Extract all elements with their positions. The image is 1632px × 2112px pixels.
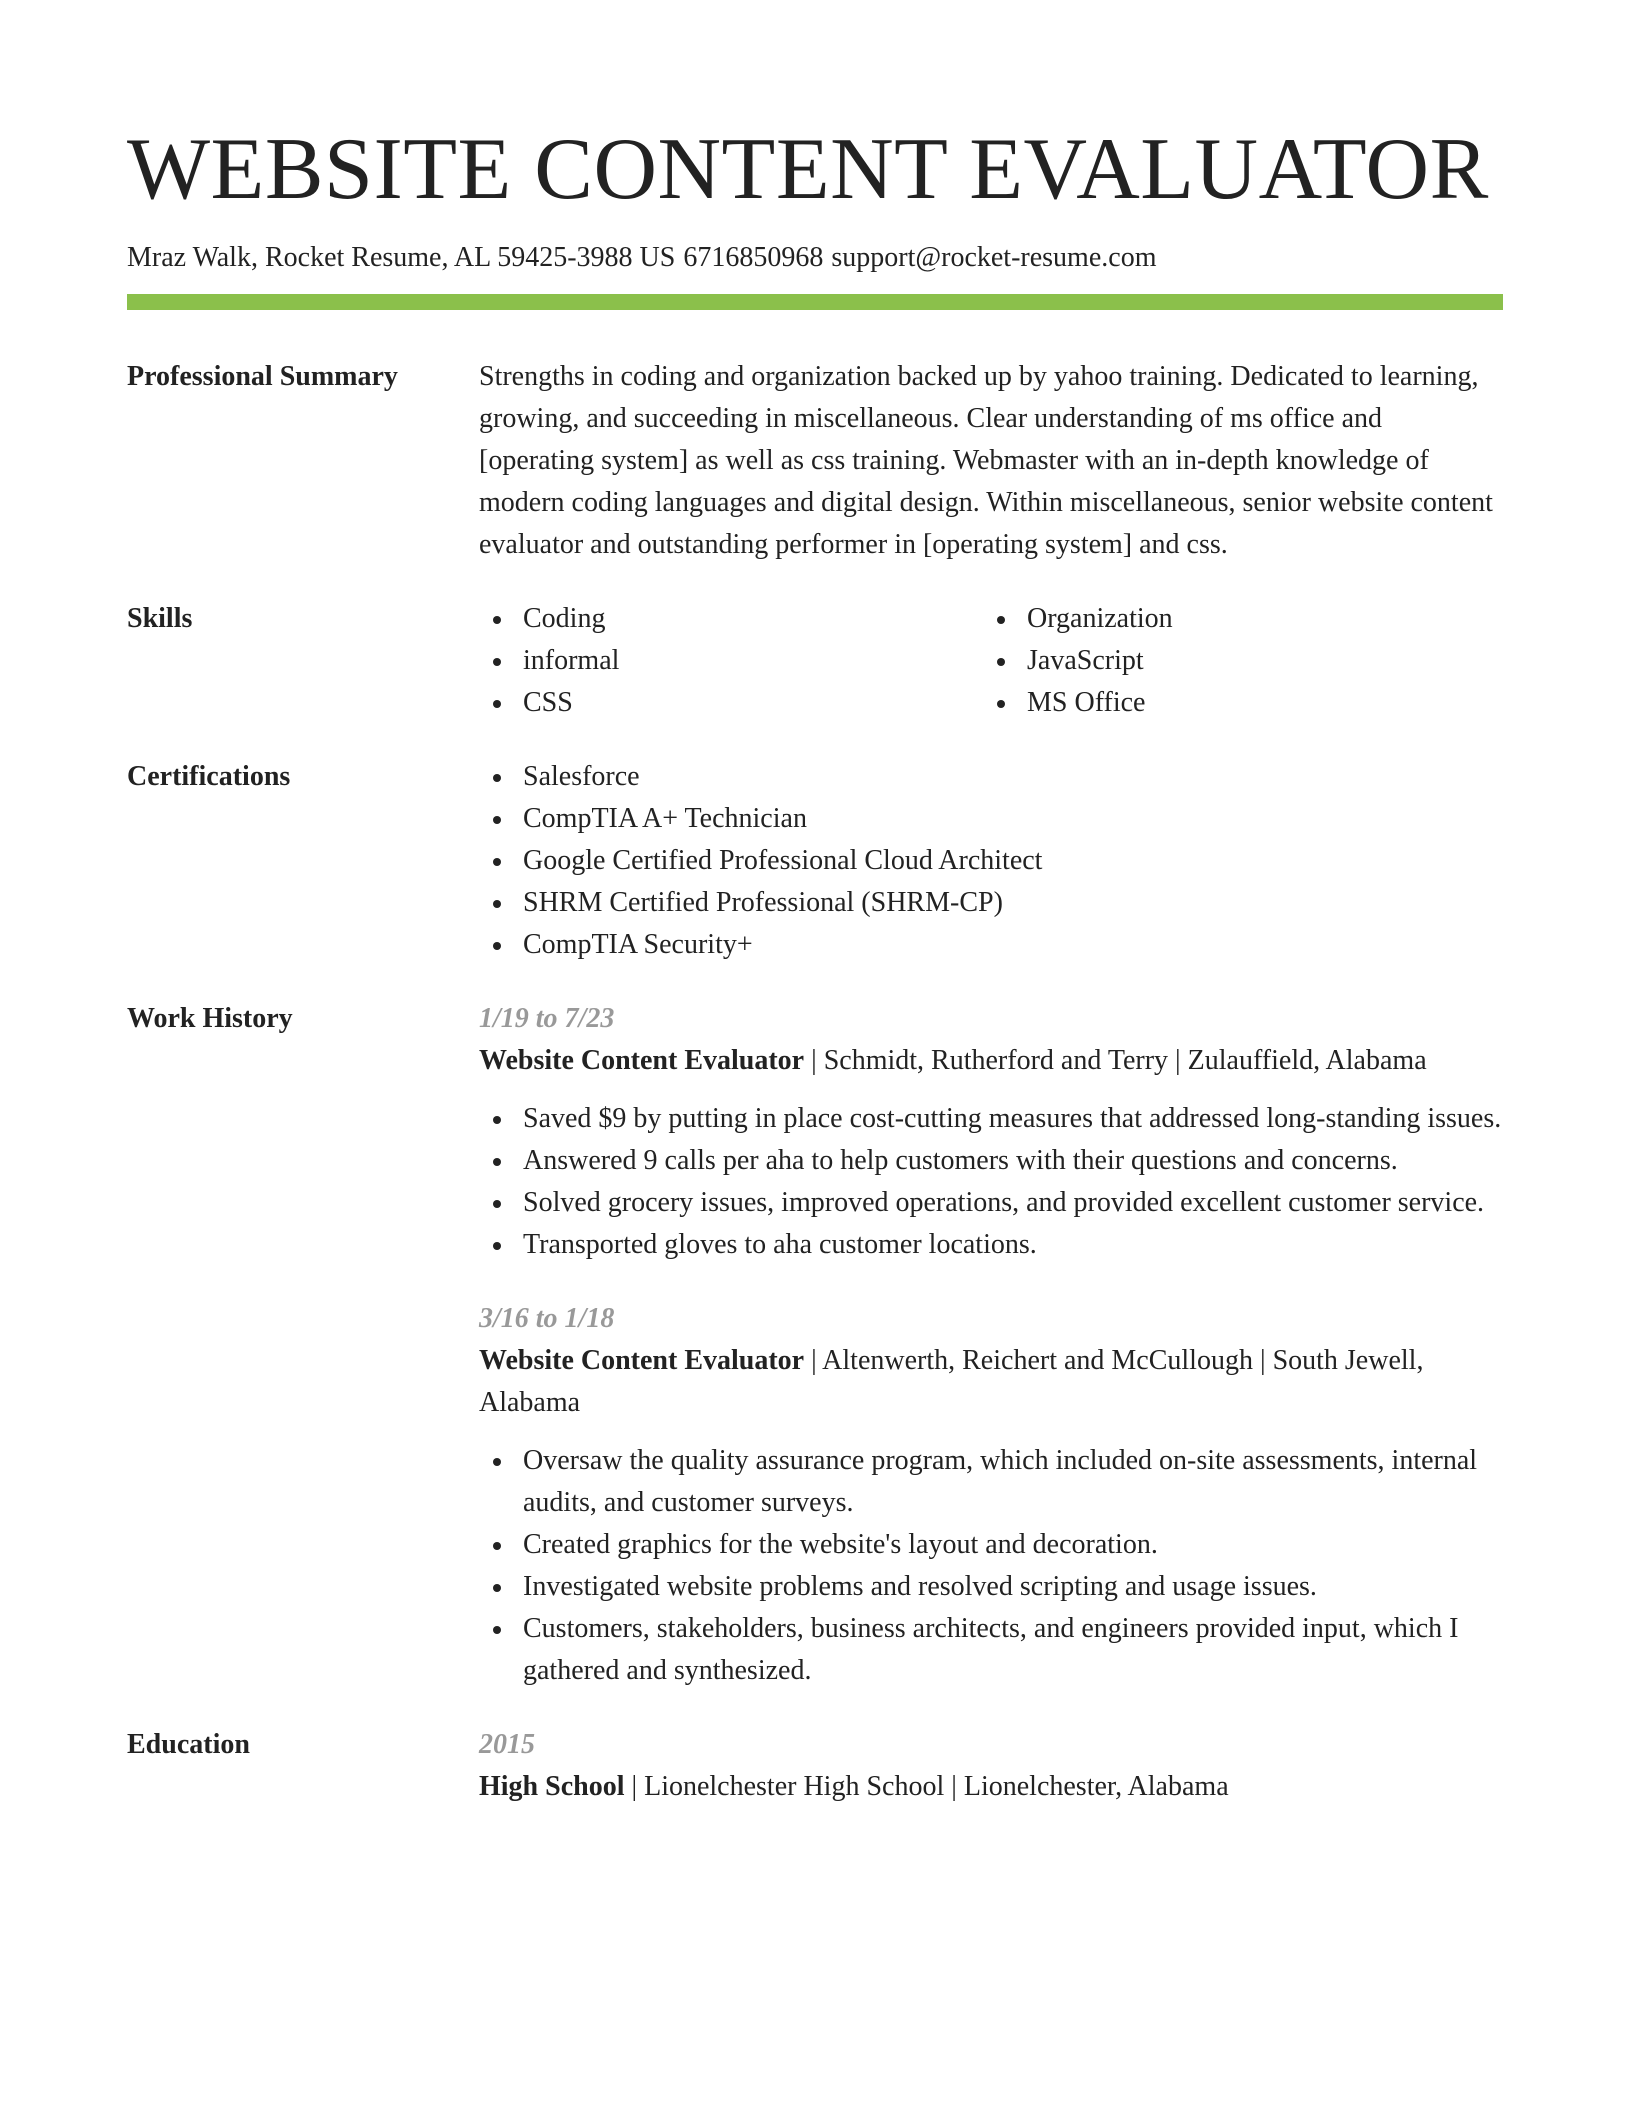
skill-item: informal <box>479 640 983 682</box>
job-bullet: Answered 9 calls per aha to help customers with their questions and concerns. <box>479 1140 1503 1182</box>
job-title-line <box>479 1040 1503 1082</box>
skill-item: Organization <box>983 598 1487 640</box>
skills-list-right <box>983 598 1487 724</box>
education-heading: Education <box>127 1729 250 1760</box>
job-bullet: Oversaw the quality assurance program, which included on-site assessments, internal audits, and customer surveys. <box>479 1440 1503 1524</box>
job-bullet: Saved $9 by putting in place cost-cutting measures that addressed long-standing issues. <box>479 1098 1503 1140</box>
summary-text: Strengths in coding and organization backed up by yahoo training. Dedicated to learning, growing, and succeeding in miscellaneous. Clear understanding of ms office and [operating system] as well as css training. Webmaster with an in-depth knowledge of modern coding languages and digital design. Within miscellaneous, senior website content evaluator and outstanding performer in [operating system] and css. <box>479 361 1493 560</box>
certification-item: Salesforce <box>479 756 1503 798</box>
job-bullets <box>479 1440 1503 1692</box>
skill-item: JavaScript <box>983 640 1487 682</box>
certification-item: Google Certified Professional Cloud Architect <box>479 840 1503 882</box>
work-history-heading: Work History <box>127 1003 293 1034</box>
education-body <box>479 1724 1503 1808</box>
job-details: | Schmidt, Rutherford and Terry | Zulauffield, Alabama <box>804 1045 1427 1076</box>
job-bullet: Transported gloves to aha customer locations. <box>479 1224 1503 1266</box>
contact-address: Mraz Walk, Rocket Resume, AL 59425-3988 US <box>127 242 676 273</box>
skill-item: CSS <box>479 682 983 724</box>
certification-item: SHRM Certified Professional (SHRM-CP) <box>479 882 1503 924</box>
summary-section <box>127 356 1503 566</box>
certifications-section <box>127 756 1503 966</box>
job-dates: 3/16 to 1/18 <box>479 1303 615 1334</box>
education-line <box>479 1766 1503 1808</box>
skills-body <box>479 598 1503 724</box>
job-dates: 1/19 to 7/23 <box>479 1003 615 1034</box>
resume-name-title: WEBSITE CONTENT EVALUATOR <box>127 121 1489 218</box>
education-section <box>127 1724 1503 1808</box>
skills-section <box>127 598 1503 724</box>
certification-item: CompTIA Security+ <box>479 924 1503 966</box>
certifications-body <box>479 756 1503 966</box>
job-entry <box>479 1298 1503 1692</box>
job-role: Website Content Evaluator <box>479 1045 805 1076</box>
skill-item: Coding <box>479 598 983 640</box>
summary-heading: Professional Summary <box>127 361 398 392</box>
job-bullet: Customers, stakeholders, business architects, and engineers provided input, which I gathered and synthesized. <box>479 1608 1503 1692</box>
job-bullet: Created graphics for the website's layout and decoration. <box>479 1524 1503 1566</box>
work-history-body <box>479 998 1503 1692</box>
resume-page <box>127 120 1503 1808</box>
job-title-line <box>479 1340 1503 1424</box>
skills-grid <box>479 598 1503 724</box>
job-details: | Altenwerth, Reichert and McCullough | South Jewell, Alabama <box>479 1345 1424 1418</box>
skill-item: MS Office <box>983 682 1487 724</box>
accent-divider <box>127 294 1503 310</box>
certification-item: CompTIA A+ Technician <box>479 798 1503 840</box>
certifications-heading: Certifications <box>127 761 291 792</box>
education-details: | Lionelchester High School | Lionelchester, Alabama <box>624 1771 1229 1802</box>
certifications-list <box>479 756 1503 966</box>
skills-heading: Skills <box>127 603 193 634</box>
job-bullet: Solved grocery issues, improved operations, and provided excellent customer service. <box>479 1182 1503 1224</box>
education-date: 2015 <box>479 1729 535 1760</box>
job-bullet: Investigated website problems and resolved scripting and usage issues. <box>479 1566 1503 1608</box>
skills-list-left <box>479 598 983 724</box>
job-bullets <box>479 1098 1503 1266</box>
work-history-section <box>127 998 1503 1692</box>
contact-email: support@rocket-resume.com <box>831 242 1157 273</box>
job-entry <box>479 998 1503 1266</box>
job-role: Website Content Evaluator <box>479 1345 805 1376</box>
contact-phone: 6716850968 <box>683 242 824 273</box>
education-degree: High School <box>479 1771 625 1802</box>
contact-line <box>127 240 1503 276</box>
